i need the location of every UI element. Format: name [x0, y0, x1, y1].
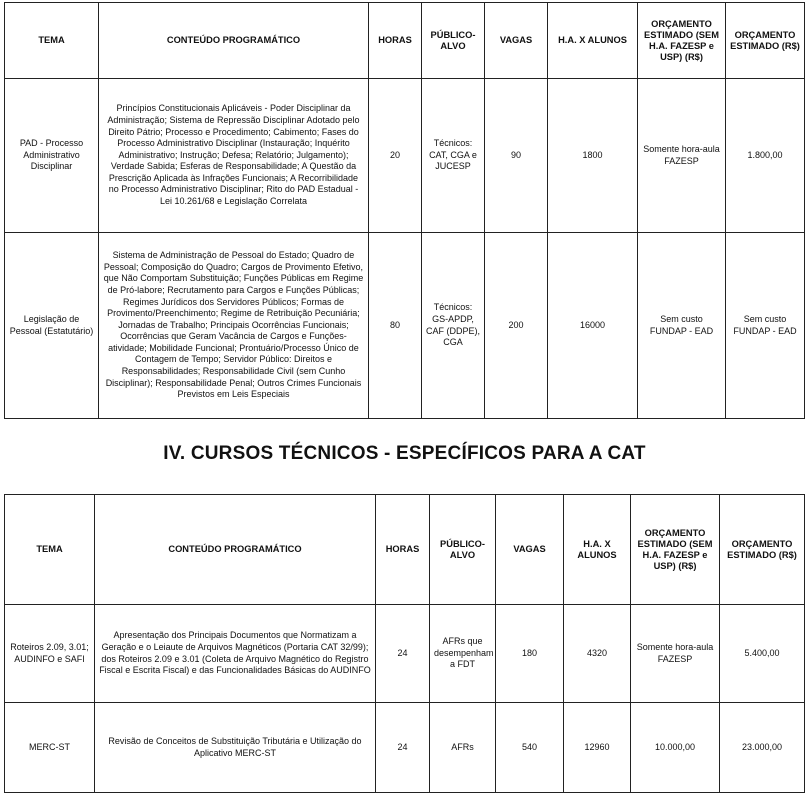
table-row — [5, 703, 805, 793]
header-orcamento: ORÇAMENTO ESTIMADO (R$) — [726, 3, 805, 79]
cell-orcamento: 5.400,00 — [720, 605, 805, 703]
cell-publico: AFRs que desempenham a FDT — [430, 605, 496, 703]
cell-orcamento-sem: Somente hora-aula FAZESP — [631, 605, 720, 703]
cell-vagas: 180 — [496, 605, 564, 703]
cell-orcamento: Sem custo FUNDAP - EAD — [726, 233, 805, 419]
cell-vagas: 200 — [485, 233, 548, 419]
header-horas: HORAS — [369, 3, 422, 79]
table-row — [5, 605, 805, 703]
table-row — [5, 79, 805, 233]
cell-conteudo: Apresentação dos Principais Documentos que Normatizam a Geração e o Leiaute de Arquivos Magnéticos (Portaria CAT 32/99); dos Roteiros 2.09 e 3.01 (Coleta de Arquivo Magnético do Registro Fiscal e Escrita Fiscal) e das Funcionalidades Básicas do AUDINFO — [95, 605, 376, 703]
table-header-row — [5, 495, 805, 605]
cell-tema: PAD - Processo Administrativo Disciplinar — [5, 79, 99, 233]
cell-ha: 1800 — [548, 79, 638, 233]
header-ha: H.A. X ALUNOS — [564, 495, 631, 605]
cell-ha: 12960 — [564, 703, 631, 793]
header-conteudo: CONTEÚDO PROGRAMÁTICO — [95, 495, 376, 605]
header-orcamento-sem: ORÇAMENTO ESTIMADO (SEM H.A. FAZESP e USP) (R$) — [631, 495, 720, 605]
cell-horas: 80 — [369, 233, 422, 419]
cell-horas: 24 — [376, 703, 430, 793]
cell-tema: MERC-ST — [5, 703, 95, 793]
header-vagas: VAGAS — [496, 495, 564, 605]
header-ha: H.A. X ALUNOS — [548, 3, 638, 79]
table-header-row — [5, 3, 805, 79]
cell-vagas: 90 — [485, 79, 548, 233]
courses-table-1 — [4, 2, 805, 419]
cell-orcamento-sem: Sem custo FUNDAP - EAD — [638, 233, 726, 419]
header-vagas: VAGAS — [485, 3, 548, 79]
section-title: IV. CURSOS TÉCNICOS - ESPECÍFICOS PARA A CAT — [163, 443, 646, 464]
cell-publico: Técnicos: GS-APDP, CAF (DDPE), CGA — [422, 233, 485, 419]
cell-horas: 20 — [369, 79, 422, 233]
header-orcamento-sem: ORÇAMENTO ESTIMADO (SEM H.A. FAZESP e USP) (R$) — [638, 3, 726, 79]
table-row — [5, 233, 805, 419]
cell-conteudo: Sistema de Administração de Pessoal do Estado; Quadro de Pessoal; Composição do Quadro; Cargos de Provimento Efetivo, que Não Comportam Substituição; Funções Públicas em Regime de Pró-labore; Recrutamento para Cargos e Funções Públicas; Regimes Jurídicos dos Servidores Públicos; Formas de Provimento/Preenchimento; Regime de Retribuição Pecuniária; Jornadas de Trabalho; Principais Ocorrências Funcionais; Ocorrências que Geram Vacância de Cargos e Funções-atividade; Mobilidade Funcional; Prontuário/Processo Único de Contagem de Tempo; Servidor Público: Direitos e Responsabilidades; Responsabilidade Civil (sem Cunho Disciplinar); Responsabilidade Penal; Outros Crimes Funcionais Previstos em Leis Especiais — [99, 233, 369, 419]
cell-tema: Legislação de Pessoal (Estatutário) — [5, 233, 99, 419]
header-tema: TEMA — [5, 3, 99, 79]
cell-conteudo: Princípios Constitucionais Aplicáveis - Poder Disciplinar da Administração; Sistema de Repressão Disciplinar Adotado pelo Direito Pátrio; Processo e Procedimento; Cabimento; Fases do Processo Administrativo Disciplinar (Instauração; Inquérito Administrativo; Instrução; Defesa; Relatório; Julgamento); Verdade Sabida; Esferas de Responsabilidade; A Questão da Prescrição Aplicada às Infrações Funcionais; A Recorribilidade no Processo Administrativo Disciplinar; Rito do PAD Estadual - Lei 10.261/68 e Legislação Correlata — [99, 79, 369, 233]
cell-ha: 4320 — [564, 605, 631, 703]
cell-vagas: 540 — [496, 703, 564, 793]
cell-orcamento: 23.000,00 — [720, 703, 805, 793]
header-horas: HORAS — [376, 495, 430, 605]
cell-ha: 16000 — [548, 233, 638, 419]
cell-publico: Técnicos: CAT, CGA e JUCESP — [422, 79, 485, 233]
cell-orcamento-sem: Somente hora-aula FAZESP — [638, 79, 726, 233]
header-publico: PÚBLICO-ALVO — [430, 495, 496, 605]
header-conteudo: CONTEÚDO PROGRAMÁTICO — [99, 3, 369, 79]
header-tema: TEMA — [5, 495, 95, 605]
header-publico: PÚBLICO-ALVO — [422, 3, 485, 79]
cell-orcamento-sem: 10.000,00 — [631, 703, 720, 793]
cell-orcamento: 1.800,00 — [726, 79, 805, 233]
courses-table-2 — [4, 494, 805, 793]
header-orcamento: ORÇAMENTO ESTIMADO (R$) — [720, 495, 805, 605]
cell-tema: Roteiros 2.09, 3.01; AUDINFO e SAFI — [5, 605, 95, 703]
cell-conteudo: Revisão de Conceitos de Substituição Tributária e Utilização do Aplicativo MERC-ST — [95, 703, 376, 793]
cell-publico: AFRs — [430, 703, 496, 793]
cell-horas: 24 — [376, 605, 430, 703]
